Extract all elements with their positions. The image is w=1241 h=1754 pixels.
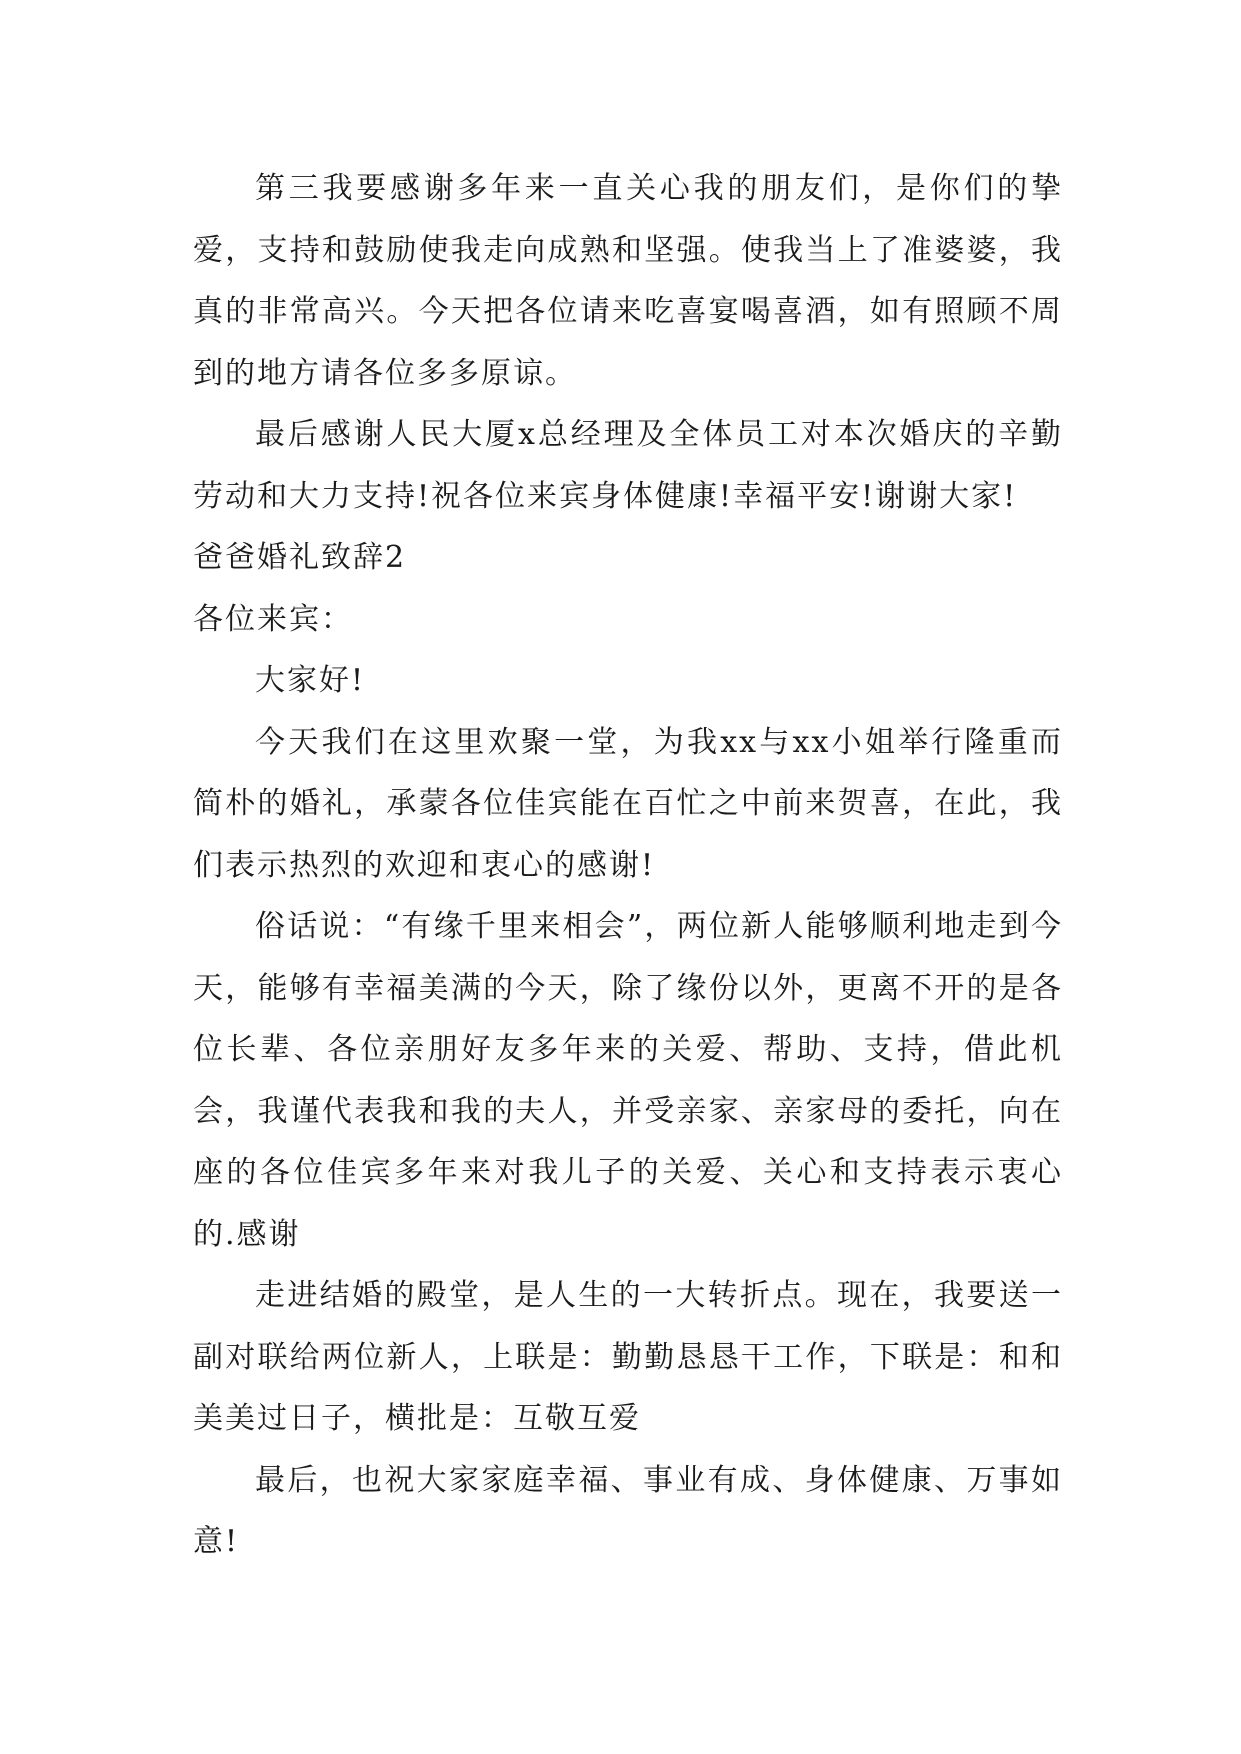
paragraph-thanks-staff: 最后感谢人民大厦x总经理及全体员工对本次婚庆的辛勤劳动和大力支持!祝各位来宾身体健康!幸福平安!谢谢大家! — [193, 417, 1063, 514]
salutation: 各位来宾： — [193, 601, 353, 637]
paragraph-couplet: 走进结婚的殿堂，是人生的一大转折点。现在，我要送一副对联给两位新人，上联是：勤勤恳恳干工作，下联是：和和美美过日子，横批是：互敬互爱 — [193, 1278, 1063, 1436]
section-heading: 爸爸婚礼致辞2 — [193, 540, 407, 575]
greeting: 大家好! — [255, 663, 366, 698]
document-body — [193, 158, 1063, 1573]
paragraph-welcome: 今天我们在这里欢聚一堂，为我xx与xx小姐举行隆重而简朴的婚礼，承蒙各位佳宾能在百忙之中前来贺喜，在此，我们表示热烈的欢迎和衷心的感谢! — [193, 724, 1063, 883]
paragraph-thanks-friends: 第三我要感谢多年来一直关心我的朋友们，是你们的挚爱，支持和鼓励使我走向成熟和坚强。使我当上了准婆婆，我真的非常高兴。今天把各位请来吃喜宴喝喜酒，如有照顾不周到的地方请各位多多原谅。 — [193, 171, 1063, 391]
paragraph-proverb: 俗话说：“有缘千里来相会”，两位新人能够顺利地走到今天，能够有幸福美满的今天，除了缘份以外，更离不开的是各位长辈、各位亲朋好友多年来的关爱、帮助、支持，借此机会，我谨代表我和我的夫人，并受亲家、亲家母的委托，向在座的各位佳宾多年来对我儿子的关爱、关心和支持表示衷心的.感谢 — [193, 909, 1063, 1252]
paragraph-closing-wishes: 最后，也祝大家家庭幸福、事业有成、身体健康、万事如意! — [193, 1462, 1063, 1559]
